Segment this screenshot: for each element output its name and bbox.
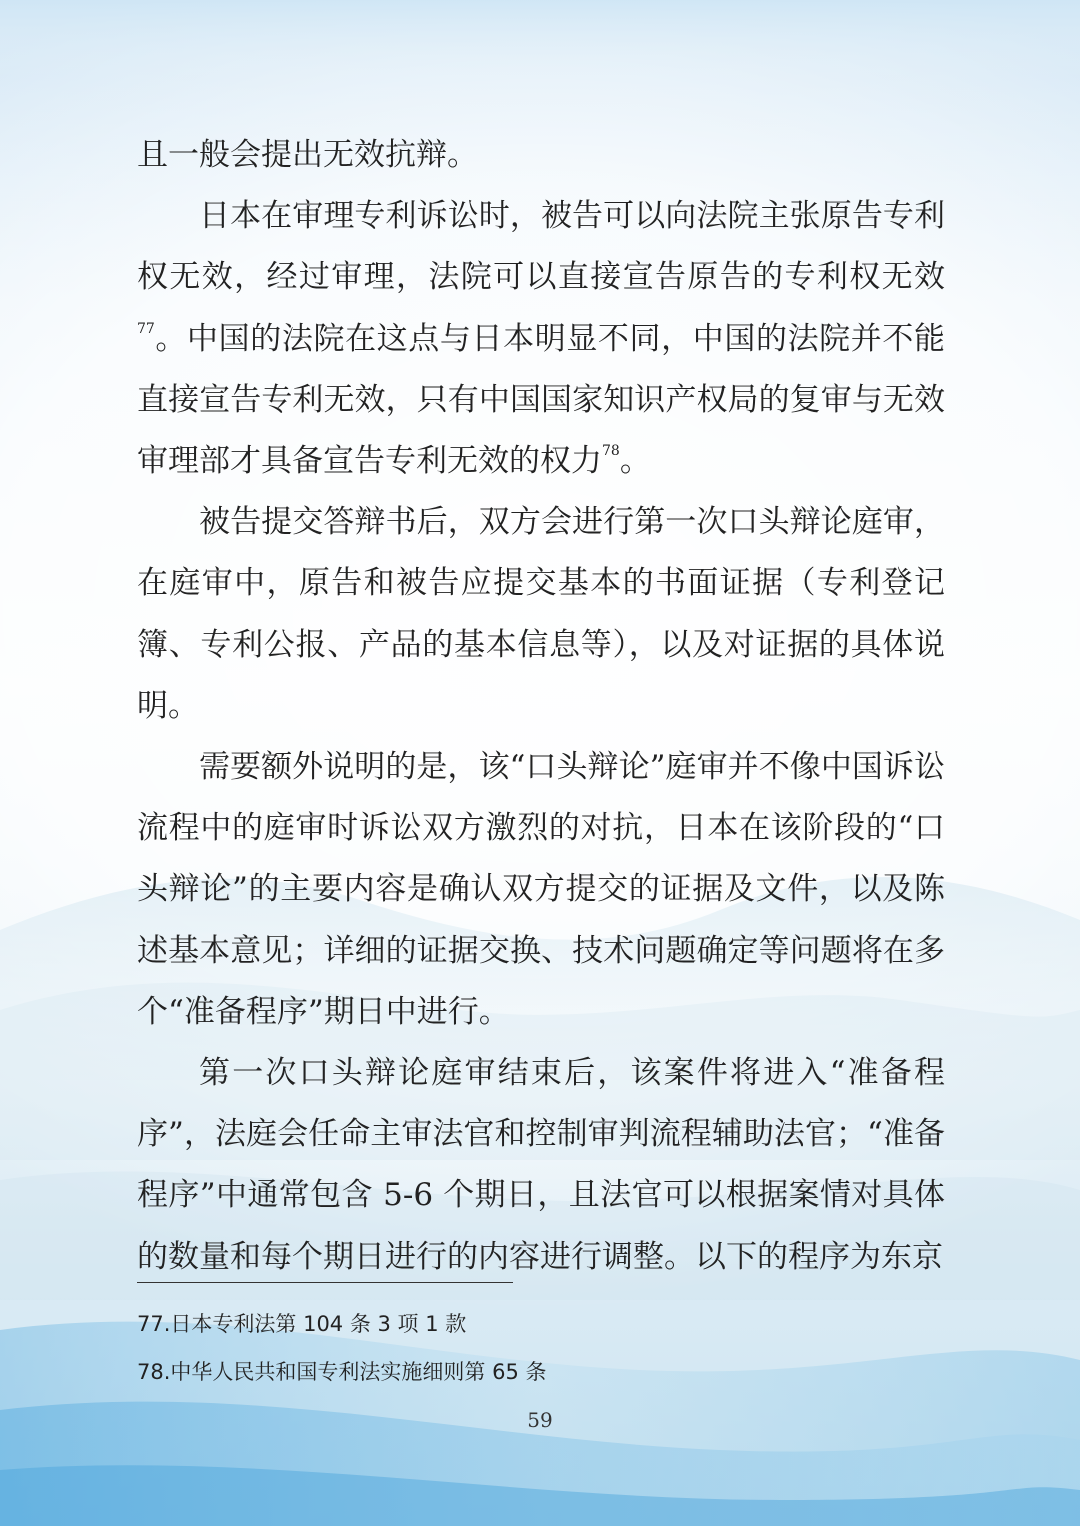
- paragraph-text: 日本在审理专利诉讼时，被告可以向法院主张原告专利权无效，经过审理，法院可以直接宣告原告的专利权无效: [137, 198, 945, 296]
- footnote-divider: [137, 1282, 513, 1283]
- paragraph: [137, 1043, 945, 1288]
- paragraph: [137, 492, 945, 737]
- paragraph-text: 。: [619, 443, 651, 480]
- page-number: 59: [527, 1408, 553, 1432]
- footnote-number: 78.: [137, 1360, 171, 1384]
- body-text: [137, 125, 945, 1288]
- footnotes: [137, 1300, 546, 1396]
- paragraph-text: 且一般会提出无效抗辩。: [137, 137, 478, 173]
- footnote-ref-77[interactable]: 77: [137, 320, 155, 337]
- footnote-text: 中华人民共和国专利法实施细则第 65 条: [170, 1360, 547, 1384]
- footnote-77: [137, 1300, 546, 1348]
- paragraph: [137, 125, 945, 186]
- paragraph-text: 。中国的法院在这点与日本明显不同，中国的法院并不能直接宣告专利无效，只有中国国家知识产权局的复审与无效审理部才具备宣告专利无效的权力: [137, 320, 945, 480]
- paragraph: [137, 737, 945, 1043]
- footnote-78: [137, 1348, 546, 1396]
- paragraph-text: 需要额外说明的是，该“口头辩论”庭审并不像中国诉讼流程中的庭审时诉讼双方激烈的对抗，日本在该阶段的“口头辩论”的主要内容是确认双方提交的证据及文件，以及陈述基本意见；详细的证据交换、技术问题确定等问题将在多个“准备程序”期日中进行。: [137, 749, 945, 1030]
- paragraph-text: 被告提交答辩书后，双方会进行第一次口头辩论庭审，在庭审中，原告和被告应提交基本的书面证据（专利登记簿、专利公报、产品的基本信息等），以及对证据的具体说明。: [137, 504, 945, 724]
- footnote-ref-78[interactable]: 78: [602, 443, 620, 460]
- footnote-number: 77.: [137, 1312, 171, 1336]
- paragraph-text: 第一次口头辩论庭审结束后，该案件将进入“准备程序”，法庭会任命主审法官和控制审判流程辅助法官；“准备程序”中通常包含 5-6 个期日，且法官可以根据案情对具体的数量和每个期日进行的内容进行调整。以下的程序为东京: [137, 1055, 945, 1275]
- paragraph: [137, 186, 945, 492]
- footnote-text: 日本专利法第 104 条 3 项 1 款: [170, 1312, 467, 1336]
